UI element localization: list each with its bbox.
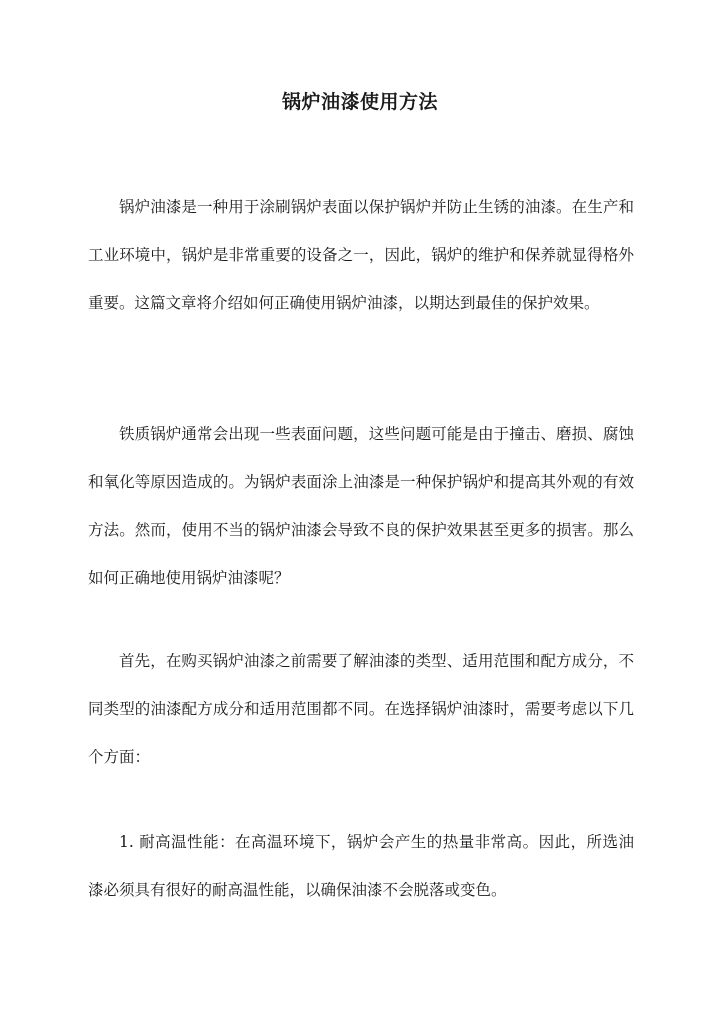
paragraph-heat-resistance: 1. 耐高温性能：在高温环境下，锅炉会产生的热量非常高。因此，所选油漆必须具有很好的耐高温性能，以确保油漆不会脱落或变色。 xyxy=(88,833,634,899)
paragraph-selection: 首先，在购买锅炉油漆之前需要了解油漆的类型、适用范围和配方成分，不同类型的油漆配方成分和适用范围都不同。在选择锅炉油漆时，需要考虑以下几个方面： xyxy=(88,652,634,766)
document-title: 锅炉油漆使用方法 xyxy=(281,91,438,113)
paragraph-intro: 锅炉油漆是一种用于涂刷锅炉表面以保护锅炉并防止生锈的油漆。在生产和工业环境中，锅炉是非常重要的设备之一，因此，锅炉的维护和保养就显得格外重要。这篇文章将介绍如何正确使用锅炉油漆，以期达到最佳的保护效果。 xyxy=(88,198,634,312)
paragraph-surface-problems: 铁质锅炉通常会出现一些表面问题，这些问题可能是由于撞击、磨损、腐蚀和氧化等原因造成的。为锅炉表面涂上油漆是一种保护锅炉和提高其外观的有效方法。然而，使用不当的锅炉油漆会导致不良的保护效果甚至更多的损害。那么如何正确地使用锅炉油漆呢？ xyxy=(88,425,634,587)
